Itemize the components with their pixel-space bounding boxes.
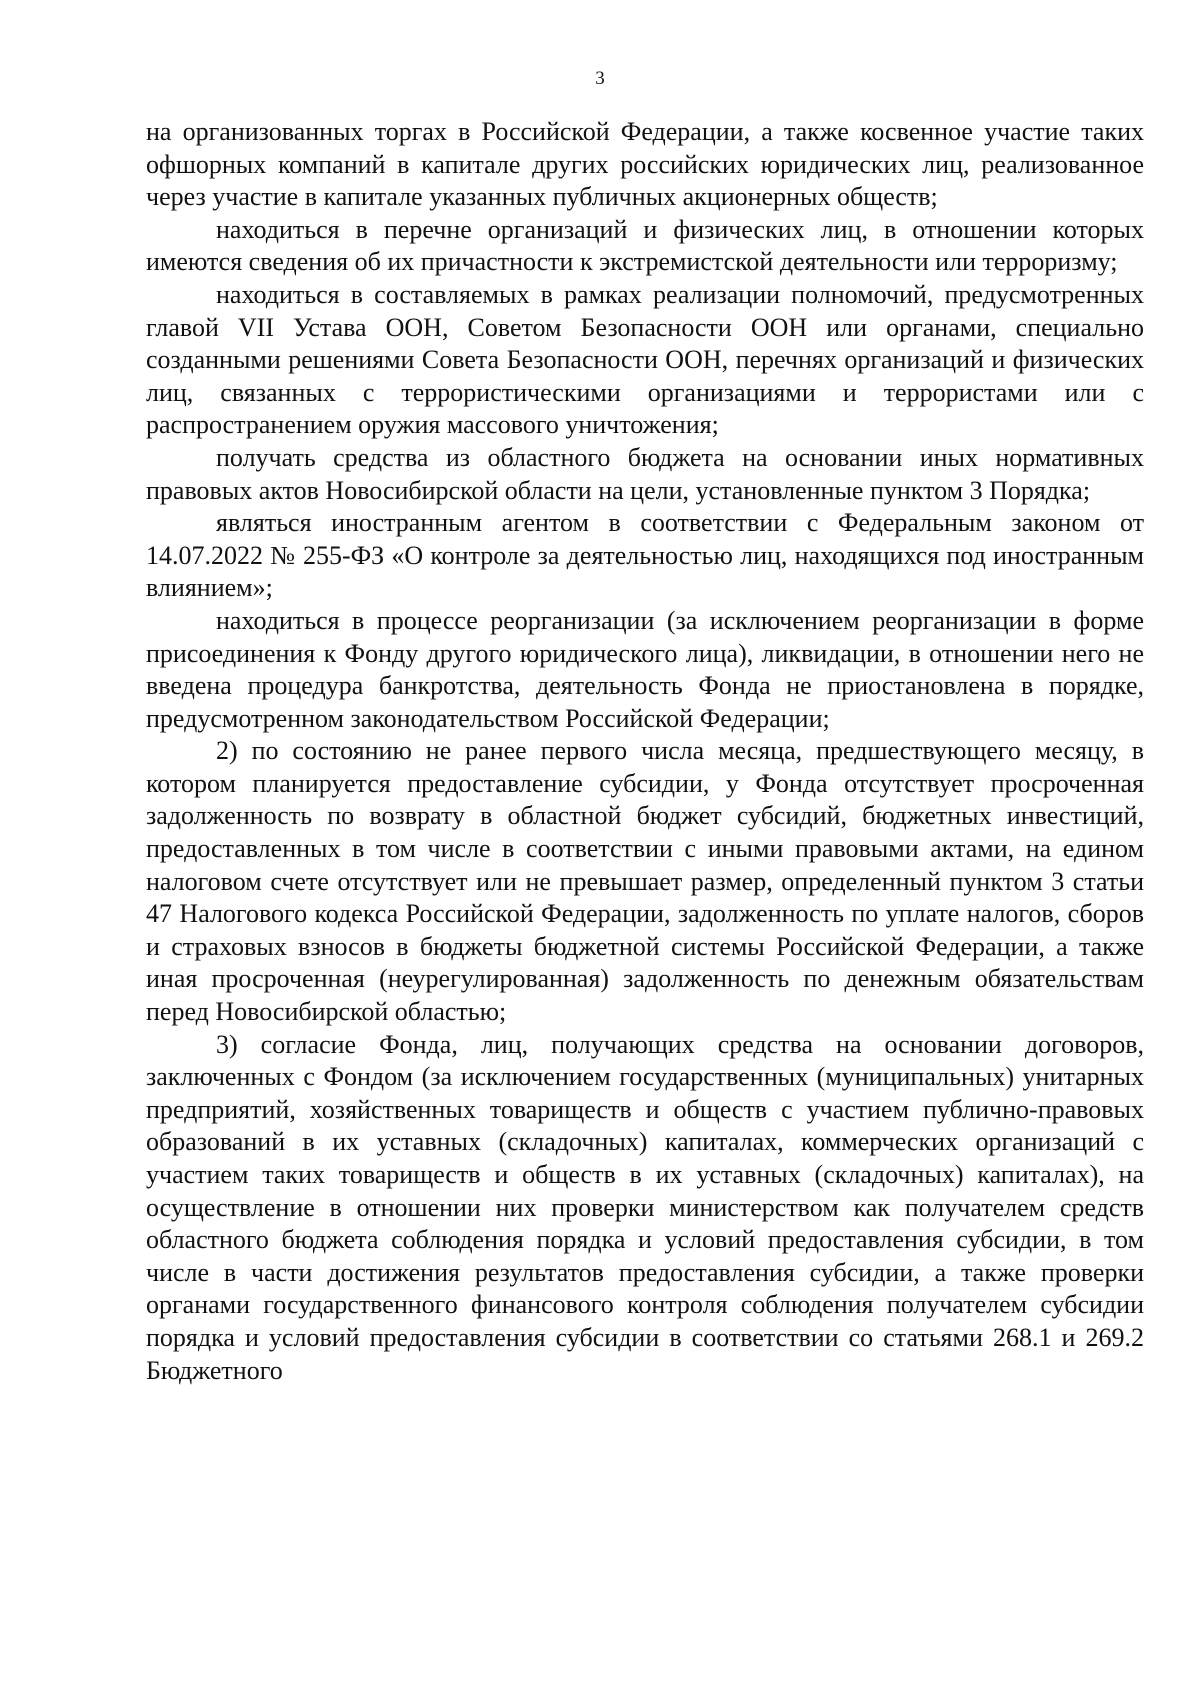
document-body	[146, 116, 1144, 1387]
paragraph-foreign-agent: являться иностранным агентом в соответствии с Федеральным законом от 14.07.2022 № 255-ФЗ «О контроле за деятельностью лиц, находящихся под иностранным влиянием»;	[146, 508, 1144, 603]
paragraph-item-3-consent: 3) согласие Фонда, лиц, получающих средства на основании договоров, заключенных с Фондом (за исключением государственных (муниципальных) унитарных предприятий, хозяйственных товариществ и обществ с участием публично-правовых образований в их уставных (складочных) капиталах, коммерческих организаций с участием таких товариществ и обществ в их уставных (складочных) капиталах), на осуществление в отношении них проверки министерством как получателем средств областного бюджета соблюдения порядка и условий предоставления субсидии, в том числе в части достижения результатов предоставления субсидии, а также проверки органами государственного финансового контроля соблюдения получателем субсидии порядка и условий предоставления субсидии в соответствии со статьями 268.1 и 269.2 Бюджетного	[146, 1029, 1144, 1385]
paragraph-un-lists: находиться в составляемых в рамках реализации полномочий, предусмотренных главой VII Устава ООН, Советом Безопасности ООН или органами, специально созданными решениями Совета Безопасности ООН, перечнях организаций и физических лиц, связанных с террористическими организациями и террористами или с распространением оружия массового уничтожения;	[146, 279, 1144, 440]
paragraph-reorganization: находиться в процессе реорганизации (за исключением реорганизации в форме присоединения к Фонду другого юридического лица), ликвидации, в отношении него не введена процедура банкротства, деятельность Фонда не приостановлена в порядке, предусмотренном законодательством Российской Федерации;	[146, 605, 1144, 733]
paragraph-continuation: на организованных торгах в Российской Федерации, а также косвенное участие таких офшорных компаний в капитале других российских юридических лиц, реализованное через участие в капитале указанных публичных акционерных обществ;	[146, 117, 1144, 212]
page-number: 3	[595, 68, 605, 89]
paragraph-extremism-list: находиться в перечне организаций и физических лиц, в отношении которых имеются сведения об их причастности к экстремистской деятельности или терроризму;	[146, 214, 1144, 277]
paragraph-item-2-debt: 2) по состоянию не ранее первого числа месяца, предшествующего месяцу, в котором планируется предоставление субсидии, у Фонда отсутствует просроченная задолженность по возврату в областной бюджет субсидий, бюджетных инвестиций, предоставленных в том числе в соответствии с иными правовыми актами, на едином налоговом счете отсутствует или не превышает размер, определенный пунктом 3 статьи 47 Налогового кодекса Российской Федерации, задолженность по уплате налогов, сборов и страховых взносов в бюджеты бюджетной системы Российской Федерации, а также иная просроченная (неурегулированная) задолженность по денежным обязательствам перед Новосибирской областью;	[146, 736, 1144, 1027]
paragraph-other-funding: получать средства из областного бюджета на основании иных нормативных правовых актов Новосибирской области на цели, установленные пунктом 3 Порядка;	[146, 442, 1144, 505]
